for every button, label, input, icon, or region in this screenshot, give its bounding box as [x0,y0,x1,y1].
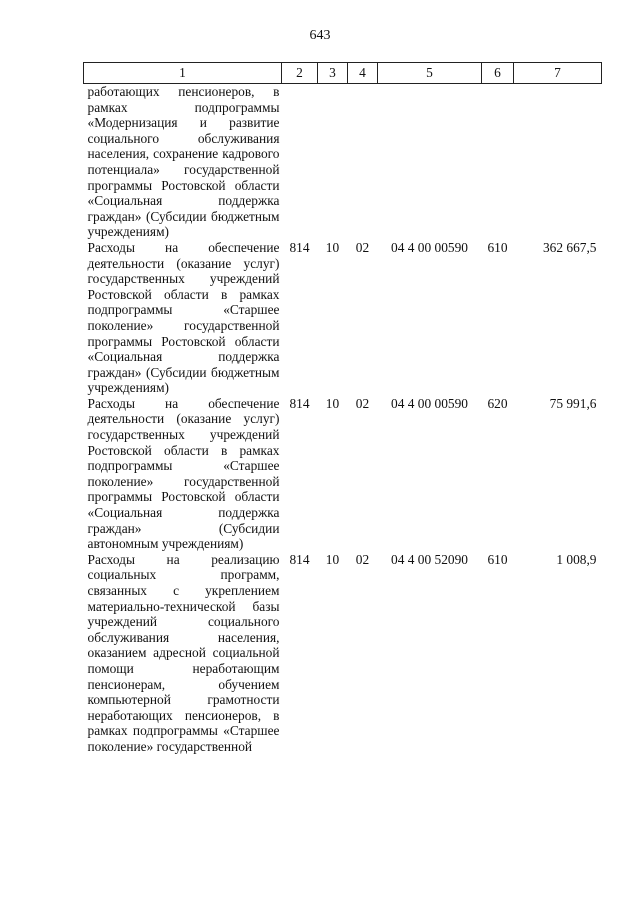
target-article-code [378,84,482,240]
subsection-code: 02 [355,239,370,255]
amount: 362 667,5 [542,239,597,255]
expense-description: работающих пенсионеров, в рамках подпрограммы «Модернизация и развитие социального обслуживания населения, сохранение кадрового потенциала» государственной программы Ростовской области «Социальная поддержка граждан» (Субсидии бюджетным учреждениям) [87,84,280,240]
ministry-code: 814 [289,395,310,411]
expense-description: Расходы на обеспечение деятельности (оказание услуг) государственных учреждений Ростовской области в рамках подпрограммы «Старшее поколение» государственной программы Ростовской области «Социальная поддержка граждан» (Субсидии автономным учреждениям) [87,395,280,552]
table-row [84,396,602,552]
expense-type-code [482,84,514,240]
column-header: 4 [348,63,378,84]
column-header: 5 [378,63,482,84]
subsection-code: 02 [355,395,370,411]
table-row [84,84,602,240]
target-article-code: 04 4 00 00590 [391,239,468,255]
page-number: 643 [309,28,331,43]
column-header: 3 [318,63,348,84]
section-code: 10 [325,239,340,255]
table-row [84,240,602,396]
expense-type-code: 620 [487,395,508,411]
expense-type-code: 610 [487,551,508,567]
subsection-code [348,84,378,240]
column-header: 2 [282,63,318,84]
ministry-code: 814 [289,551,310,567]
column-header: 6 [482,63,514,84]
expense-description: Расходы на обеспечение деятельности (оказание услуг) государственных учреждений Ростовской области в рамках подпрограммы «Старшее поколение» государственной программы Ростовской области «Социальная поддержка граждан» (Субсидии бюджетным учреждениям) [87,239,280,396]
section-code [318,84,348,240]
budget-table [83,62,602,755]
section-code: 10 [325,551,340,567]
amount: 75 991,6 [549,395,597,411]
expense-description: Расходы на реализацию социальных программ, связанных с укреплением материально-технической базы учреждений социального обслуживания населения, оказанием адресной социальной помощи неработающим пенсионерам, обучением компьютерной грамотности неработающих пенсионеров, в рамках подпрограммы «Старшее поколение» государственной [87,551,280,754]
expense-type-code: 610 [487,239,508,255]
target-article-code: 04 4 00 00590 [391,395,468,411]
target-article-code: 04 4 00 52090 [391,551,468,567]
ministry-code: 814 [289,239,310,255]
amount: 1 008,9 [556,551,597,567]
column-header: 1 [84,63,282,84]
table-header-row [84,63,602,84]
section-code: 10 [325,395,340,411]
amount [514,84,602,240]
table-row [84,552,602,755]
ministry-code [282,84,318,240]
column-header: 7 [514,63,602,84]
subsection-code: 02 [355,551,370,567]
